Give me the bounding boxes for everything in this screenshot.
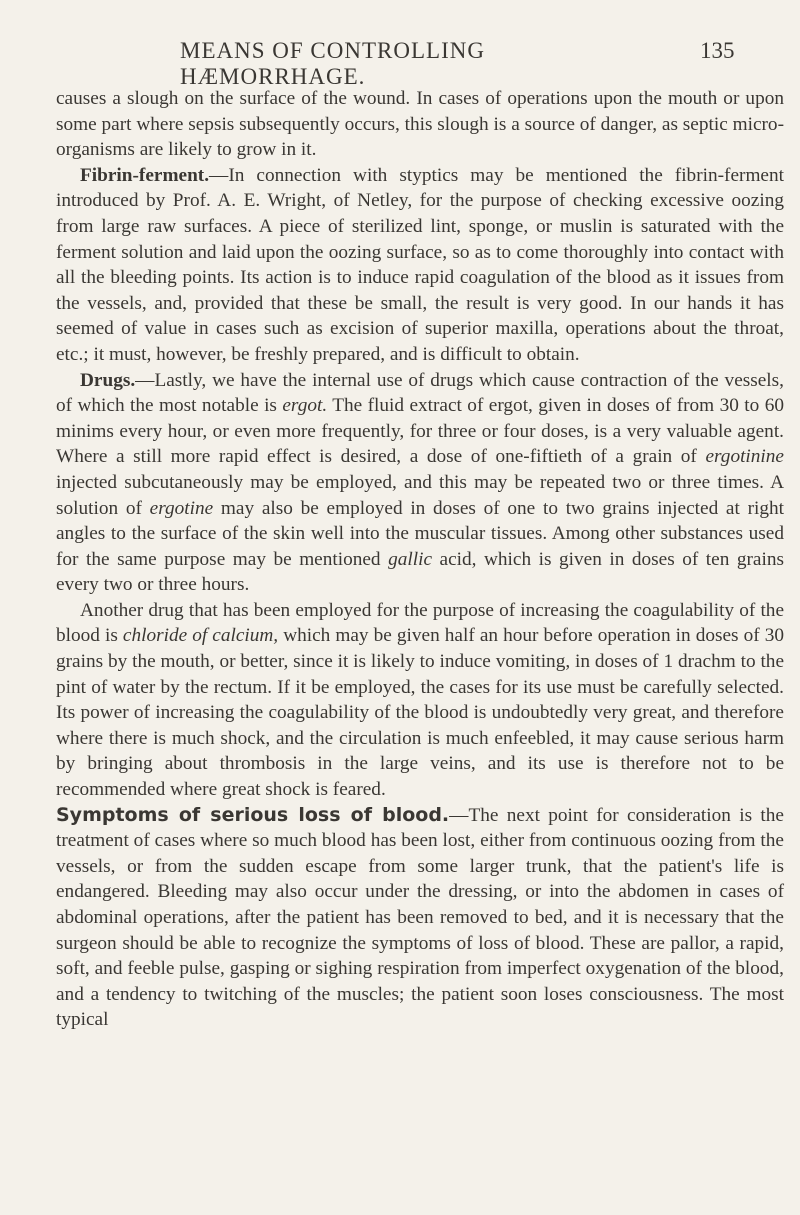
section-lead-symptoms: Symptoms of serious loss of blood. [56,803,450,826]
italic-term: ergotinine [705,446,784,468]
text-run: Another drug that has been employed for the purpose of increasing the coagulability of the blood is [56,599,784,647]
paragraph-fibrin-ferment [56,163,784,368]
paragraph-text: —In connection with styptics may be mentioned the fibrin-ferment introduced by Prof. A. E. Wright, of Netley, for the purpose of checking excessive oozing from large raw surfaces. A piece of sterilized lint, sponge, or muslin is saturated with the ferment solution and laid upon the oozing surface, so as to come thoroughly into contact with all the bleeding points. Its action is to induce rapid coagulation of the blood as it issues from the vessels, and, provided that these be small, the result is very good. In our hands it has seemed of value in cases such as excision of superior maxilla, operations about the throat, etc.; it must, however, be freshly prepared, and is difficult to obtain. [56,164,784,365]
running-title: MEANS OF CONTROLLING HÆMORRHAGE. [180,38,485,89]
text-run: injected subcutaneously may be employed, and this may be repeated two or three times. A solution of [56,471,784,519]
text-run: which may be given half an hour before operation in doses of 30 grains by the mouth, or better, since it is likely to induce vomiting, in doses of 1 drachm to the pint of water by the rectum. If it be employed, the cases for its use must be carefully selected. Its power of increasing the coagulability of the blood is undoubtedly very great, and therefore where there is much shock, and the circulation is much enfeebled, it may cause serious harm by bringing about thrombosis in the large veins, and its use is therefore not to be recommended where great shock is feared. [56,625,785,801]
italic-term: ergot. [282,395,328,417]
text-run: —Lastly, we have the internal use of drugs which cause contraction of the vessels, of which the most notable is [56,369,784,417]
italic-term: gallic [388,548,433,570]
paragraph-calcium [56,598,784,803]
paragraph-text: —The next point for consideration is the treatment of cases where so much blood has been lost, either from continuous oozing from the vessels, or from the sudden escape from some larger trunk, that the patient's life is endangered. Bleeding may also occur under the dressing, or into the abdomen in cases of abdominal operations, after the patient has been removed to bed, and it is necessary that the surgeon should be able to recognize the symptoms of loss of blood. These are pallor, a rapid, soft, and feeble pulse, gasping or sighing respiration from imperfect oxygenation of the blood, and a tendency to twitching of the muscles; the patient soon loses consciousness. The most typical [56,804,784,1031]
italic-term: ergotine [149,497,214,519]
page-number: 135 [700,38,735,63]
italic-term: chloride of calcium, [122,625,279,647]
section-lead-drugs: Drugs. [80,369,136,391]
text-run: acid, which is given in doses of ten grains every two or three hours. [56,548,784,596]
paragraph-drugs [56,368,784,598]
paragraph-continuation: causes a slough on the surface of the wound. In cases of operations upon the mouth or upon some part where sepsis subsequently occurs, this slough is a source of danger, as septic micro-organisms are likely to grow in it. [56,88,784,161]
text-run: may also be employed in doses of one to two grains injected at right angles to the surface of the skin well into the muscular tissues. Among other substances used for the same purpose may be mentioned [56,497,784,570]
body-text [56,86,784,1033]
section-lead-fibrin-ferment: Fibrin-ferment. [80,164,210,186]
paragraph-symptoms [56,803,784,1033]
text-run: The fluid extract of ergot, given in doses of from 30 to 60 minims every hour, or even more frequently, for three or four doses, is a very valuable agent. Where a still more rapid effect is desired, a dose of one-fiftieth of a grain of [56,395,784,468]
